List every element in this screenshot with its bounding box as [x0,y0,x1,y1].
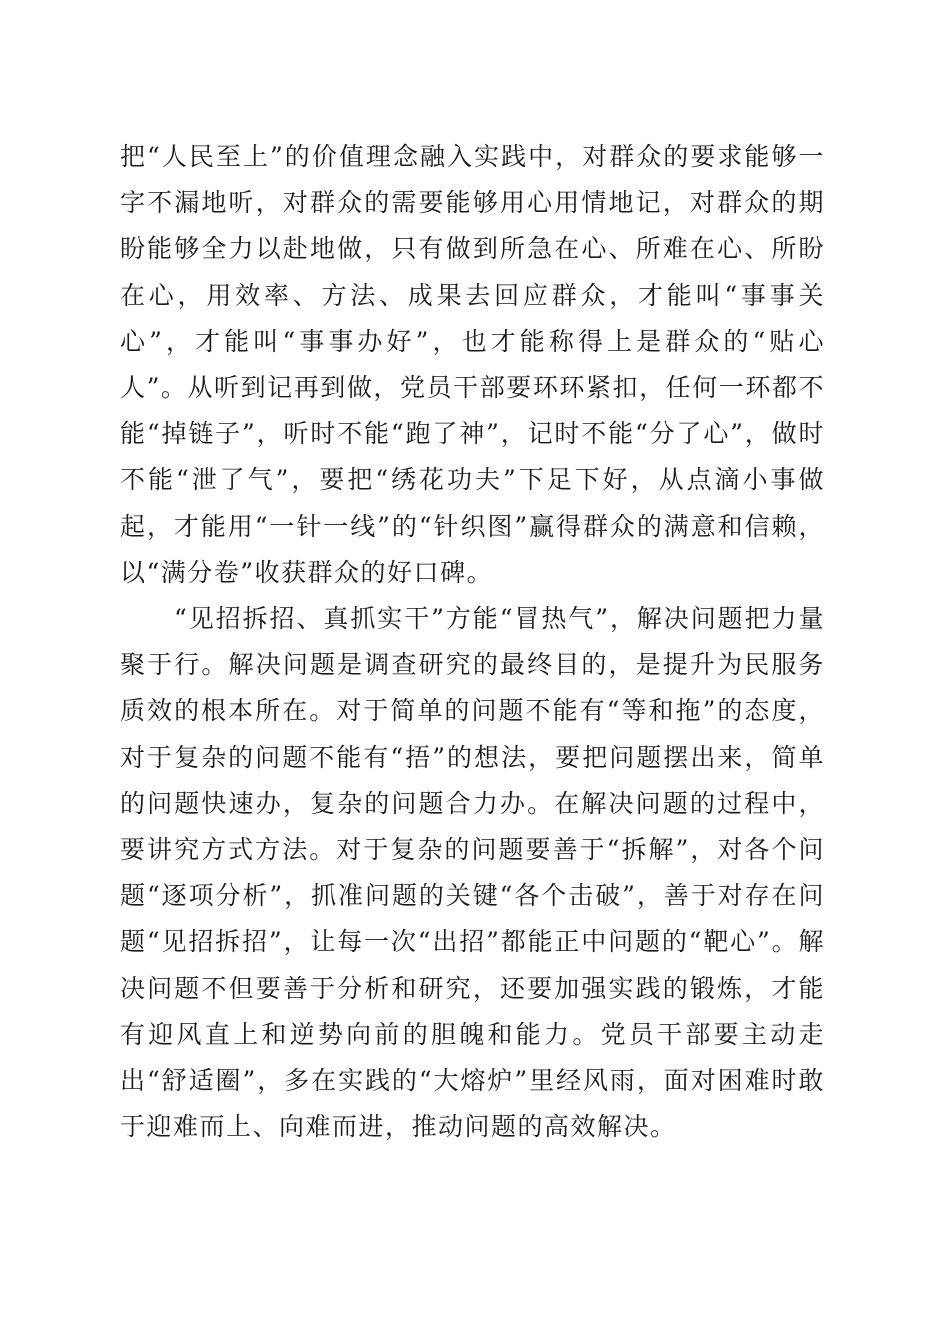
paragraph-2: “见招拆招、真抓实干”方能“冒热气”，解决问题把力量聚于行。解决问题是调查研究的最终目的，是提升为民服务质效的根本所在。对于简单的问题不能有“等和拖”的态度，对于复杂的问题不能有“捂”的想法，要把问题摆出来，简单的问题快速办，复杂的问题合力办。在解决问题的过程中，要讲究方式方法。对于复杂的问题要善于“拆解”，对各个问题“逐项分析”，抓准问题的关键“各个击破”，善于对存在问题“见招拆招”，让每一次“出招”都能正中问题的“靶心”。解决问题不但要善于分析和研究，还要加强实践的锻炼，才能有迎风直上和逆势向前的胆魄和能力。党员干部要主动走出“舒适圈”，多在实践的“大熔炉”里经风雨，面对困难时敢于迎难而上、向难而进，推动问题的高效解决。 [120,604,825,1142]
paragraph-1: 把“人民至上”的价值理念融入实践中，对群众的要求能够一字不漏地听，对群众的需要能够用心用情地记，对群众的期盼能够全力以赴地做，只有做到所急在心、所难在心、所盼在心，用效率、方法、成果去回应群众，才能叫“事事关心”，才能叫“事事办好”，也才能称得上是群众的“贴心人”。从听到记再到做，党员干部要环环紧扣，任何一环都不能“掉链子”，听时不能“跑了神”，记时不能“分了心”，做时不能“泄了气”，要把“绣花功夫”下足下好，从点滴小事做起，才能用“一针一线”的“针织图”赢得群众的满意和信赖，以“满分卷”收获群众的好口碑。 [120,142,825,587]
document-body [120,134,825,1150]
